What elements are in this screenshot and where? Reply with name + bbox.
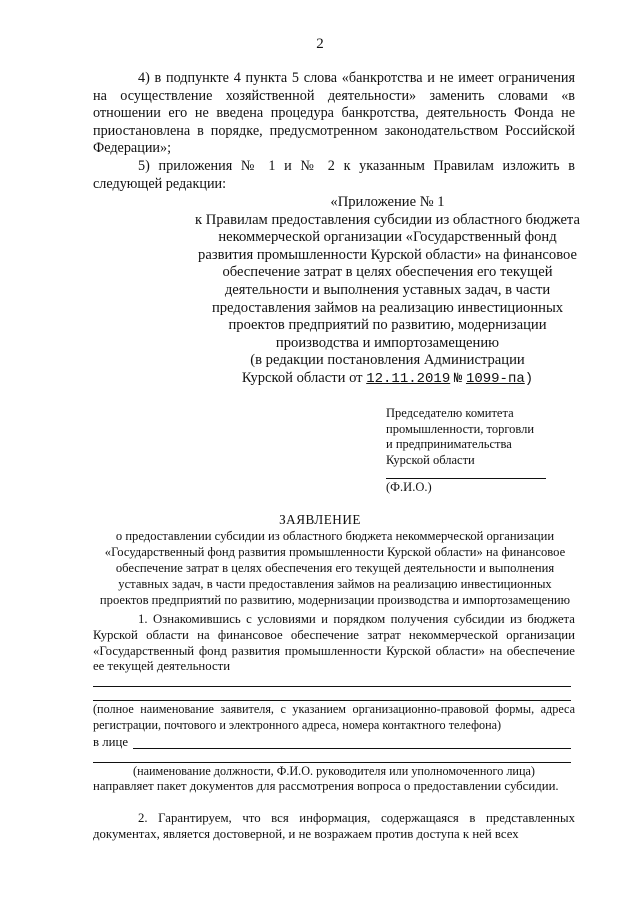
addressee-line-4: Курской области (386, 452, 475, 467)
appendix-body: к Правилам предоставления субсидии из областного бюджета некоммерческой организации «Государственный фонд развития промышленности Курской области» на финансовое обеспечение затрат в целях обеспечения его текущей деятельности и выполнения уставных задач, в части предоставления займов на реализацию инвестиционных проектов предприятий по развитию, модернизации производства и импортозамещению (195, 211, 580, 351)
applicant-hint: (полное наименование заявителя, с указанием организационно-правовой формы, адреса регистрации, почтового и электронного адреса, номера контактного телефона) (93, 702, 575, 732)
in-person-label: в лице (93, 735, 129, 749)
page-number: 2 (316, 36, 324, 52)
appendix-header (190, 194, 585, 389)
statement-item-1 (93, 612, 575, 675)
statement-item-1-text: 1. Ознакомившись с условиями и порядком получения субсидии из бюджета Курской области на финансовое обеспечение затрат некоммерческой организации «Государственный фонд развития промышленности Курской области» на обеспечение ее текущей деятельности (93, 612, 575, 674)
appendix-heading: «Приложение № 1 (330, 194, 445, 210)
edition-date: 12.11.2019 (366, 370, 451, 387)
addressee-line-2: промышленности, торговли (386, 421, 535, 436)
paragraph-5-text: 5) приложения № 1 и № 2 к указанным Правилам изложить в следующей редакции: (93, 158, 575, 192)
fio-signature-line (386, 478, 546, 479)
applicant-fill-line (93, 686, 571, 687)
appendix-edition-2 (190, 370, 585, 389)
person-hint: (наименование должности, Ф.И.О. руководителя или уполномоченного лица) (133, 764, 535, 778)
paragraph-5 (93, 158, 575, 193)
statement-item-2-text: 2. Гарантируем, что вся информация, содержащаяся в представленных документах, является достоверной, и не возражаем против доступа к ней всех (93, 811, 575, 841)
sends-documents: направляет пакет документов для рассмотрения вопроса о предоставлении субсидии. (93, 779, 559, 793)
statement-item-2 (93, 811, 575, 843)
edition-prefix: Курской области от (241, 369, 363, 386)
edition-close: ) (524, 370, 534, 387)
in-person-fill-line-2 (93, 762, 571, 763)
statement-subtitle: о предоставлении субсидии из областного бюджета некоммерческой организации «Государственный фонд развития промышленности Курской области» на финансовое обеспечение затрат в целях обеспечения его текущей деятельности и выполнения уставных задач, в части предоставления займов на реализацию инвестиционных проектов предприятий по развитию, модернизации производства и импортозамещению (99, 529, 571, 607)
applicant-fill-line-2 (93, 700, 571, 701)
addressee-block (386, 406, 586, 468)
paragraph-4-text: 4) в подпункте 4 пункта 5 слова «банкротства и не имеет ограничения на осуществление хозяйственной деятельности» заменить словами «в отношении его не введена процедура банкротства, деятельность Фонда не приостановлена в порядке, предусмотренном законодательством Российской Федерации»; (93, 70, 575, 157)
edition-num-sign: № (453, 370, 463, 387)
paragraph-4 (93, 70, 575, 158)
fio-caption: (Ф.И.О.) (386, 480, 432, 494)
edition-number: 1099-па (465, 370, 525, 387)
statement-title: ЗАЯВЛЕНИЕ (279, 512, 361, 527)
in-person-fill-line (133, 748, 571, 749)
addressee-line-3: и предпринимательства (386, 437, 512, 452)
addressee-line-1: Председателю комитета (386, 406, 514, 420)
appendix-edition-1: (в редакции постановления Администрации (250, 352, 525, 369)
